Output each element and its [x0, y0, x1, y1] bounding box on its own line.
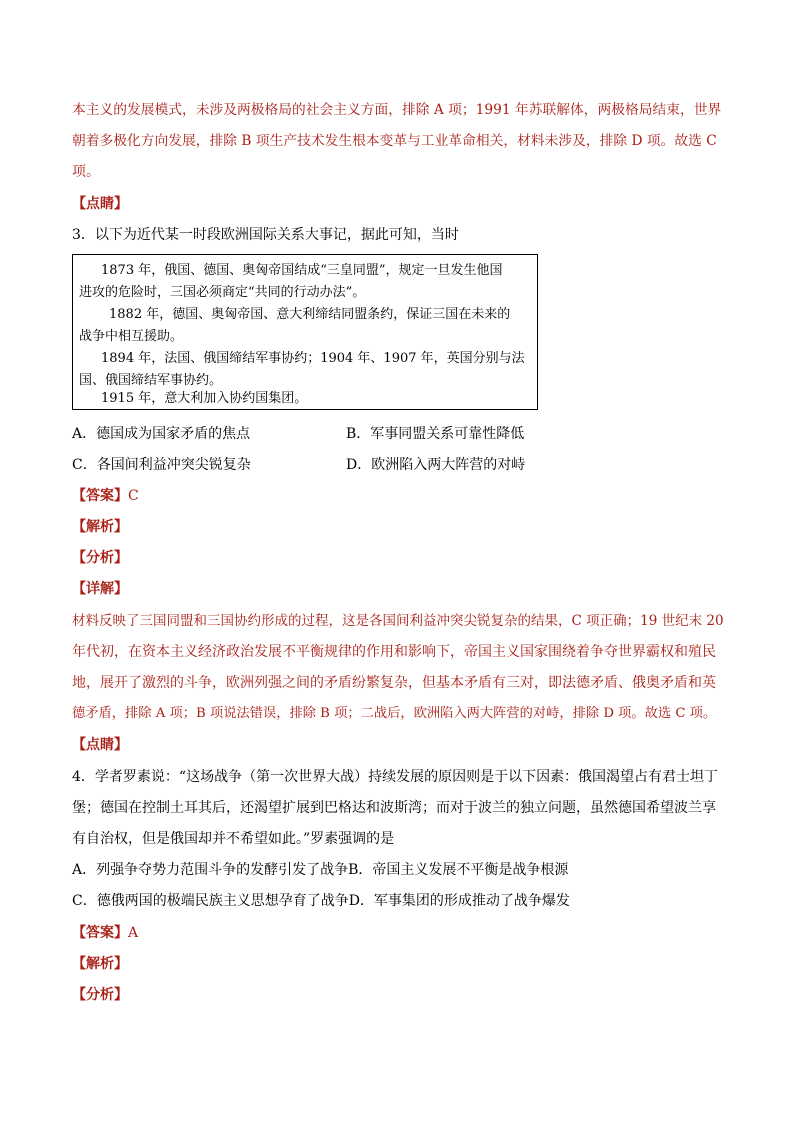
q3-detail-line-1: 材料反映了三国同盟和三国协约形成的过程，这是各国间利益冲突尖锐复杂的结果，C 项正确；19 世纪末 20	[72, 613, 724, 629]
q4-jiexi-label: 【解析】	[72, 956, 128, 972]
q4-stem-line-2: 堡；德国在控制土耳其后，还渴望扩展到巴格达和波斯湾；而对于波兰的独立问题，虽然德国希望波兰享	[72, 800, 716, 816]
q3-option-a: A．德国成为国家矛盾的焦点	[72, 426, 251, 442]
q4-stem-line-1: 4．学者罗素说：“这场战争（第一次世界大战）持续发展的原因则是于以下因素：俄国渴望占有君士坦丁	[72, 769, 719, 785]
q4-answer-value: A	[128, 925, 139, 941]
q3-detail-line-2: 年代初，在资本主义经济政治发展不平衡规律的作用和影响下，帝国主义国家围绕着争夺世界霸权和殖民	[72, 644, 716, 660]
q3-box-line-3: 1882 年，德国、奥匈帝国、意大利缔结同盟条约，保证三国在未来的	[109, 307, 511, 322]
q4-options-cd: C．德俄两国的极端民族主义思想孕育了战争D．军事集团的形成推动了战争爆发	[72, 893, 570, 909]
q3-detail-line-3: 地，展开了激烈的斗争，欧洲列强之间的矛盾纷繁复杂，但基本矛盾有三对，即法德矛盾、俄奥矛盾和英	[72, 675, 716, 691]
q3-box-line-4: 战争中相互援助。	[79, 329, 184, 344]
q3-dianjing-label: 【点睛】	[72, 737, 128, 753]
q3-box-line-6: 国、俄国缔结军事协约。	[79, 373, 223, 388]
q3-material-box	[72, 254, 538, 410]
q4-answer	[72, 923, 138, 943]
q3-box-line-1: 1873 年，俄国、德国、奥匈帝国结成“三皇同盟”，规定一旦发生他国	[101, 263, 503, 278]
q4-fenxi-label: 【分析】	[72, 987, 128, 1003]
q3-option-c: C．各国间利益冲突尖锐复杂	[72, 457, 251, 473]
q3-answer	[72, 486, 139, 506]
q4-options-ab: A．列强争夺势力范围斗争的发酵引发了战争B．帝国主义发展不平衡是战争根源	[72, 862, 569, 878]
q4-answer-label: 【答案】	[72, 925, 128, 941]
q3-answer-label: 【答案】	[72, 488, 128, 504]
q3-xiangjie-label: 【详解】	[72, 581, 128, 597]
q3-detail-line-4: 德矛盾，排除 A 项；B 项说法错误，排除 B 项；二战后，欧洲陷入两大阵营的对峙，排除 D 项。故选 C 项。	[72, 706, 717, 721]
q2-detail-line-3: 项。	[72, 164, 100, 180]
q3-box-line-5: 1894 年，法国、俄国缔结军事协约；1904 年、1907 年，英国分别与法	[101, 351, 525, 366]
q3-box-line-2: 进攻的危险时，三国必须商定“共同的行动办法”。	[79, 285, 366, 300]
q3-answer-value: C	[128, 488, 139, 504]
q2-detail-line-1: 本主义的发展模式，未涉及两极格局的社会主义方面，排除 A 项；1991 年苏联解体，两极格局结束，世界	[72, 102, 722, 118]
q3-option-b: B．军事同盟关系可靠性降低	[346, 426, 525, 442]
q3-box-line-7: 1915 年，意大利加入协约国集团。	[101, 391, 308, 406]
q3-fenxi-label: 【分析】	[72, 550, 128, 566]
q3-jiexi-label: 【解析】	[72, 519, 128, 535]
q4-stem-line-3: 有自治权，但是俄国却并不希望如此。”罗素强调的是	[72, 831, 395, 847]
q3-option-d: D．欧洲陷入两大阵营的对峙	[346, 457, 526, 473]
q2-dianjing-label: 【点睛】	[72, 196, 128, 212]
q2-detail-line-2: 朝着多极化方向发展，排除 B 项生产技术发生根本变革与工业革命相关，材料未涉及，排除 D 项。故选 C	[72, 133, 717, 149]
q3-stem: 3．以下为近代某一时段欧洲国际关系大事记，据此可知，当时	[72, 227, 459, 243]
